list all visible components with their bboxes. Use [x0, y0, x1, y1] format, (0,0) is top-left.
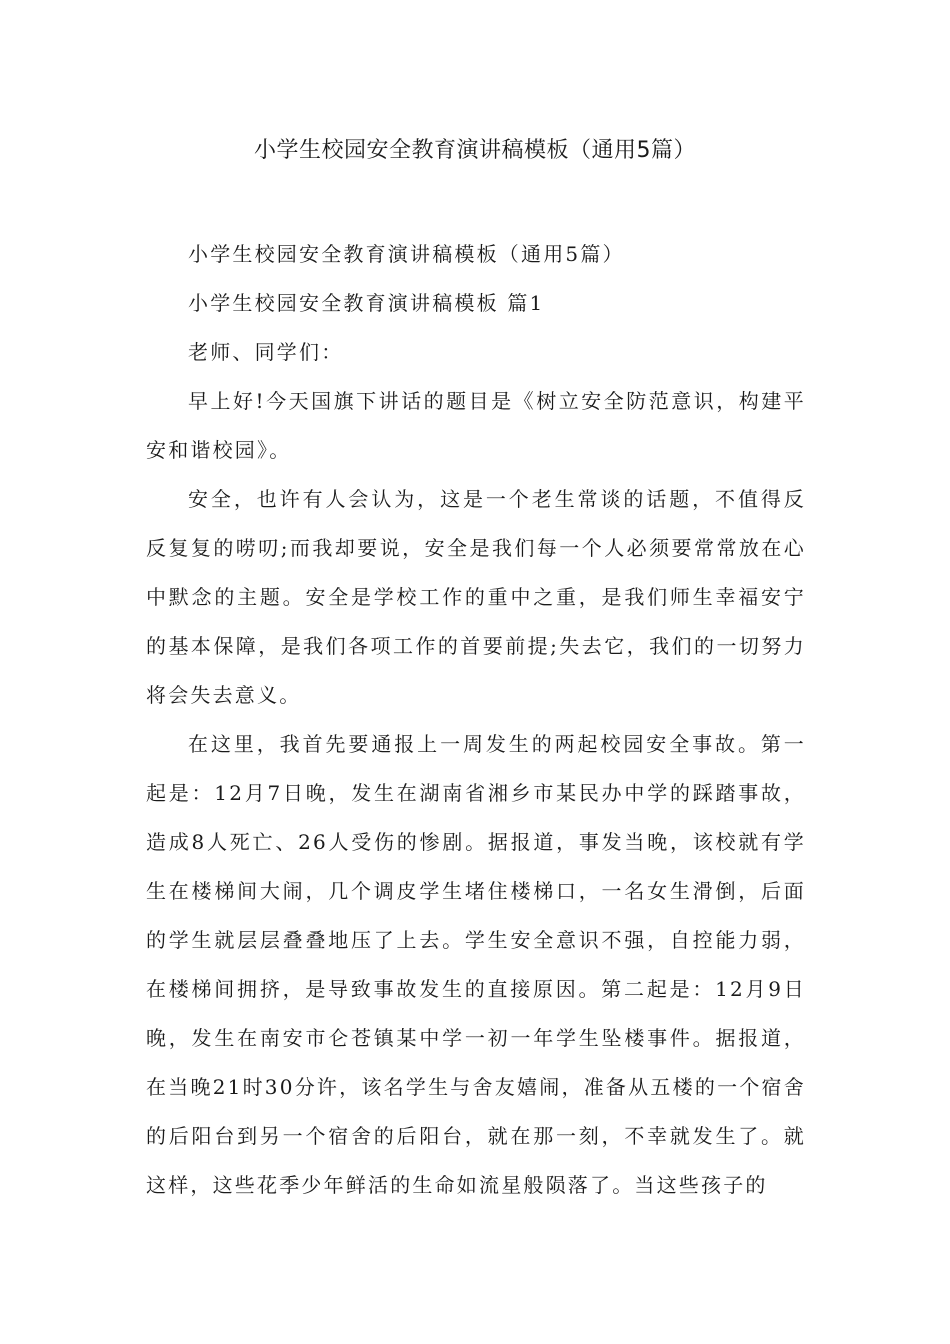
document-body [146, 230, 806, 1210]
document-title: 小学生校园安全教育演讲稿模板（通用5篇） [254, 138, 696, 163]
paragraph-section-title: 小学生校园安全教育演讲稿模板 篇1 [188, 291, 545, 315]
paragraph-accidents: 在这里，我首先要通报上一周发生的两起校园安全事故。第一起是：12月7日晚，发生在湖南省湘乡市某民办中学的踩踏事故，造成8人死亡、26人受伤的惨剧。据报道，事发当晚，该校就有学生在楼梯间大闹，几个调皮学生堵住楼梯口，一名女生滑倒，后面的学生就层层叠叠地压了上去。学生安全意识不强，自控能力弱，在楼梯间拥挤，是导致事故发生的直接原因。第二起是：12月9日晚，发生在南安市仑苍镇某中学一初一年学生坠楼事件。据报道，在当晚21时30分许，该名学生与舍友嬉闹，准备从五楼的一个宿舍的后阳台到另一个宿舍的后阳台，就在那一刻，不幸就发生了。就这样，这些花季少年鲜活的生命如流星般陨落了。当这些孩子的 [146, 732, 806, 1197]
paragraph-safety-intro: 安全，也许有人会认为，这是一个老生常谈的话题，不值得反反复复的唠叨;而我却要说，安全是我们每一个人必须要常常放在心中默念的主题。安全是学校工作的重中之重，是我们师生幸福安宁的基本保障，是我们各项工作的首要前提;失去它，我们的一切努力将会失去意义。 [146, 487, 806, 707]
paragraph-heading: 小学生校园安全教育演讲稿模板（通用5篇） [188, 242, 625, 266]
paragraph-greeting: 早上好!今天国旗下讲话的题目是《树立安全防范意识，构建平安和谐校园》。 [146, 389, 806, 462]
paragraph-salutation: 老师、同学们： [188, 340, 344, 364]
